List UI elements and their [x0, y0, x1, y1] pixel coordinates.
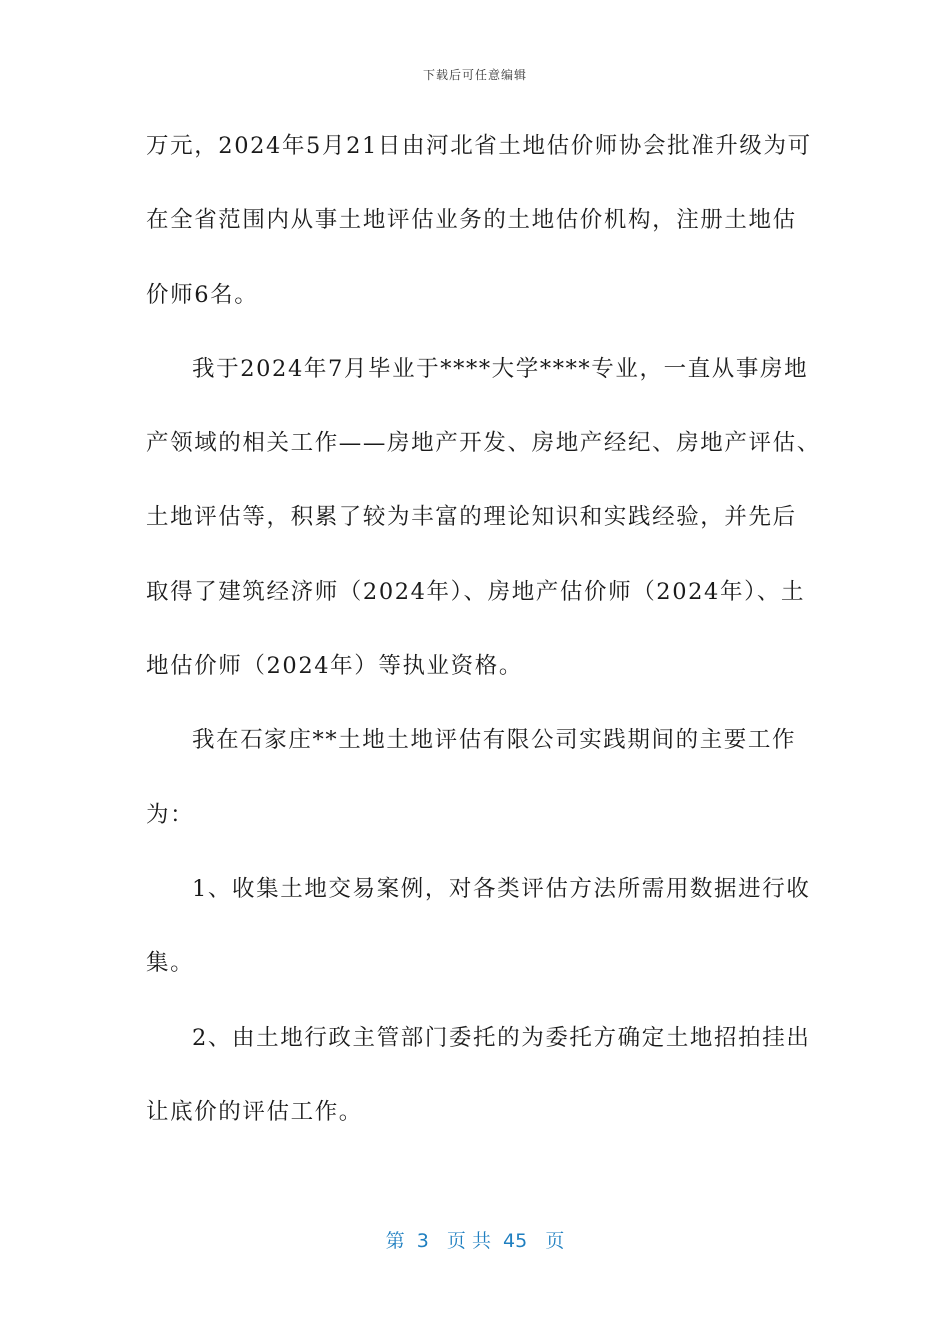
text-line: 取得了建筑经济师（2024年）、房地产估价师（2024年）、土	[146, 578, 806, 605]
text-line: 地估价师（2024年）等执业资格。	[146, 653, 523, 680]
text-line: 1、收集土地交易案例，对各类评估方法所需用数据进行收	[192, 875, 811, 902]
page-number: 第 3 页 共 45 页	[385, 1230, 565, 1252]
text-line: 我于2024年7月毕业于****大学****专业，一直从事房地	[192, 355, 809, 382]
text-line: 产领域的相关工作——房地产开发、房地产经纪、房地产评估、	[146, 430, 821, 457]
text-line: 在全省范围内从事土地评估业务的土地估价机构，注册土地估	[146, 207, 797, 234]
text-line: 我在石家庄**土地土地评估有限公司实践期间的主要工作	[192, 727, 797, 754]
text-line: 2、由土地行政主管部门委托的为委托方确定土地招拍挂出	[192, 1024, 811, 1051]
text-line: 让底价的评估工作。	[146, 1098, 363, 1125]
text-line: 万元，2024年5月21日由河北省土地估价师协会批准升级为可	[146, 133, 812, 159]
text-line: 土地评估等，积累了较为丰富的理论知识和实践经验，并先后	[146, 504, 797, 531]
text-line: 集。	[146, 950, 195, 977]
document-body	[146, 128, 821, 1168]
text-line: 价师6名。	[146, 281, 259, 308]
header-note: 下载后可任意编辑	[422, 68, 527, 82]
text-line: 为：	[146, 801, 195, 828]
